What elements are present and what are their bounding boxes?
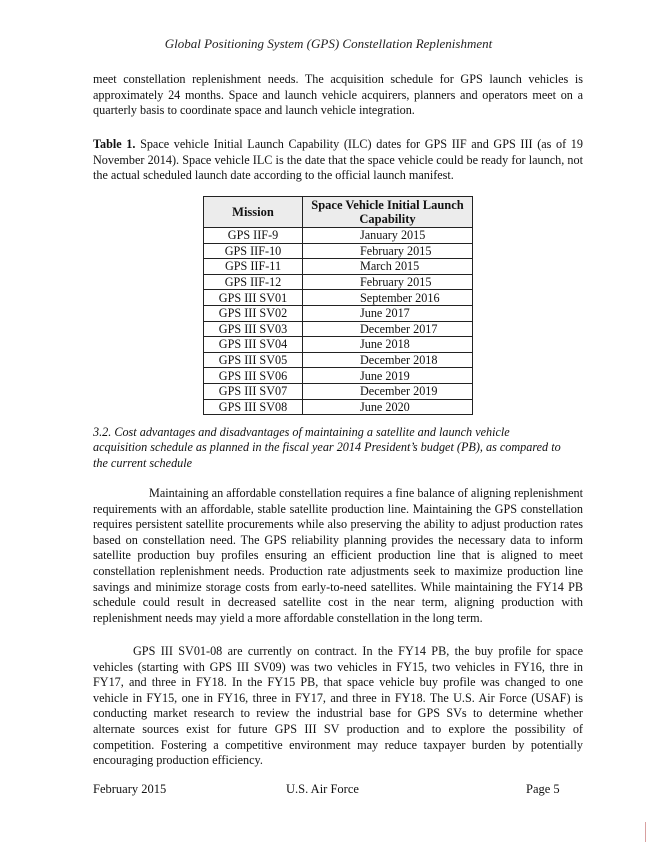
table-row xyxy=(204,259,473,275)
margin-mark xyxy=(645,822,646,842)
table-row xyxy=(204,321,473,337)
table-row xyxy=(204,337,473,353)
paragraph-intro: meet constellation replenishment needs. The acquisition schedule for GPS launch vehicles is approximately 24 months. Space and launch vehicle acquirers, planners and operators meet on a quarterly basis to coordinate space and launch vehicle integration. xyxy=(93,72,583,118)
mission-cell: GPS III SV02 xyxy=(204,305,303,321)
footer-date: February 2015 xyxy=(93,782,167,796)
mission-cell: GPS IIF-12 xyxy=(204,274,303,290)
mission-cell: GPS III SV05 xyxy=(204,352,303,368)
ilc-date-cell: December 2017 xyxy=(303,321,473,337)
mission-cell: GPS III SV07 xyxy=(204,383,303,399)
mission-cell: GPS III SV04 xyxy=(204,337,303,353)
section-heading: 3.2. Cost advantages and disadvantages of maintaining a satellite and launch vehicle acquisition schedule as planned in the fiscal year 2014 President’s budget (PB), as compared to the current schedule xyxy=(93,425,561,470)
table-row xyxy=(204,383,473,399)
mission-cell: GPS III SV08 xyxy=(204,399,303,415)
table-caption xyxy=(93,137,583,184)
table-row xyxy=(204,352,473,368)
table-row xyxy=(204,368,473,384)
mission-cell: GPS IIF-11 xyxy=(204,259,303,275)
table-row xyxy=(204,243,473,259)
table-row xyxy=(204,274,473,290)
ilc-date-cell: June 2019 xyxy=(303,368,473,384)
ilc-date-cell: December 2018 xyxy=(303,352,473,368)
table-row xyxy=(204,290,473,306)
mission-cell: GPS III SV01 xyxy=(204,290,303,306)
table-body xyxy=(204,228,473,415)
ilc-date-cell: June 2018 xyxy=(303,337,473,353)
mission-cell: GPS IIF-9 xyxy=(204,228,303,244)
running-header: Global Positioning System (GPS) Constellation Replenishment xyxy=(164,36,493,51)
ilc-date-cell: February 2015 xyxy=(303,274,473,290)
paragraph-contract: GPS III SV01-08 are currently on contract. In the FY14 PB, the buy profile for space vehicles (starting with GPS III SV09) was two vehicles in FY15, two vehicles in FY16, thre in FY17, and three in FY18. In the FY15 PB, that space vehicle buy profile was changed to one vehicle in FY15, one in FY16, three in FY17, and three in FY18. The U.S. Air Force (USAF) is conducting market research to review the industrial base for GPS SVs to determine whether alternate sources exist for future GPS III SV production and to explore the possibility of competition. Fostering a competitive environment may reduce taxpayer burden by potentially encouraging production efficiency. xyxy=(93,644,583,768)
mission-cell: GPS III SV03 xyxy=(204,321,303,337)
footer-org: U.S. Air Force xyxy=(286,782,359,796)
ilc-date-cell: June 2020 xyxy=(303,399,473,415)
mission-cell: GPS IIF-10 xyxy=(204,243,303,259)
header-mission: Mission xyxy=(204,197,303,228)
table-row xyxy=(204,305,473,321)
ilc-date-cell: December 2019 xyxy=(303,383,473,399)
table-caption-label: Table 1. xyxy=(93,137,136,151)
ilc-date-cell: September 2016 xyxy=(303,290,473,306)
ilc-table xyxy=(203,196,473,415)
mission-cell: GPS III SV06 xyxy=(204,368,303,384)
ilc-date-cell: June 2017 xyxy=(303,305,473,321)
paragraph-affordability: Maintaining an affordable constellation requires a fine balance of aligning replenishment requirements with an affordable, stable satellite production line. Maintaining the GPS constellation requires persistent satellite procurements while also preserving the ability to adjust production rates based on constellation need. The GPS reliability planning provides the necessary data to inform satellite production buy profiles ensuring an efficient production line that is aligned to meet constellation replenishment needs. Production rate adjustments seek to maximize production line savings and minimize storage costs from early-to-need satellites. While maintaining the FY14 PB schedule could result in decreased satellite cost in the near term, aligning production with replenishment needs may yield a more affordable constellation in the long term. xyxy=(93,486,583,625)
table-row xyxy=(204,228,473,244)
header-ilc: Space Vehicle Initial Launch Capability xyxy=(303,197,473,228)
table-row xyxy=(204,399,473,415)
table-caption-text: Space vehicle Initial Launch Capability (ILC) dates for GPS IIF and GPS III (as of 19 November 2014). Space vehicle ILC is the date that the space vehicle could be ready for launch, not the actual scheduled launch date according to the official launch manifest. xyxy=(93,137,583,183)
footer-page-number: Page 5 xyxy=(526,782,560,796)
table-header-row xyxy=(204,197,473,228)
ilc-date-cell: March 2015 xyxy=(303,259,473,275)
ilc-date-cell: January 2015 xyxy=(303,228,473,244)
ilc-date-cell: February 2015 xyxy=(303,243,473,259)
